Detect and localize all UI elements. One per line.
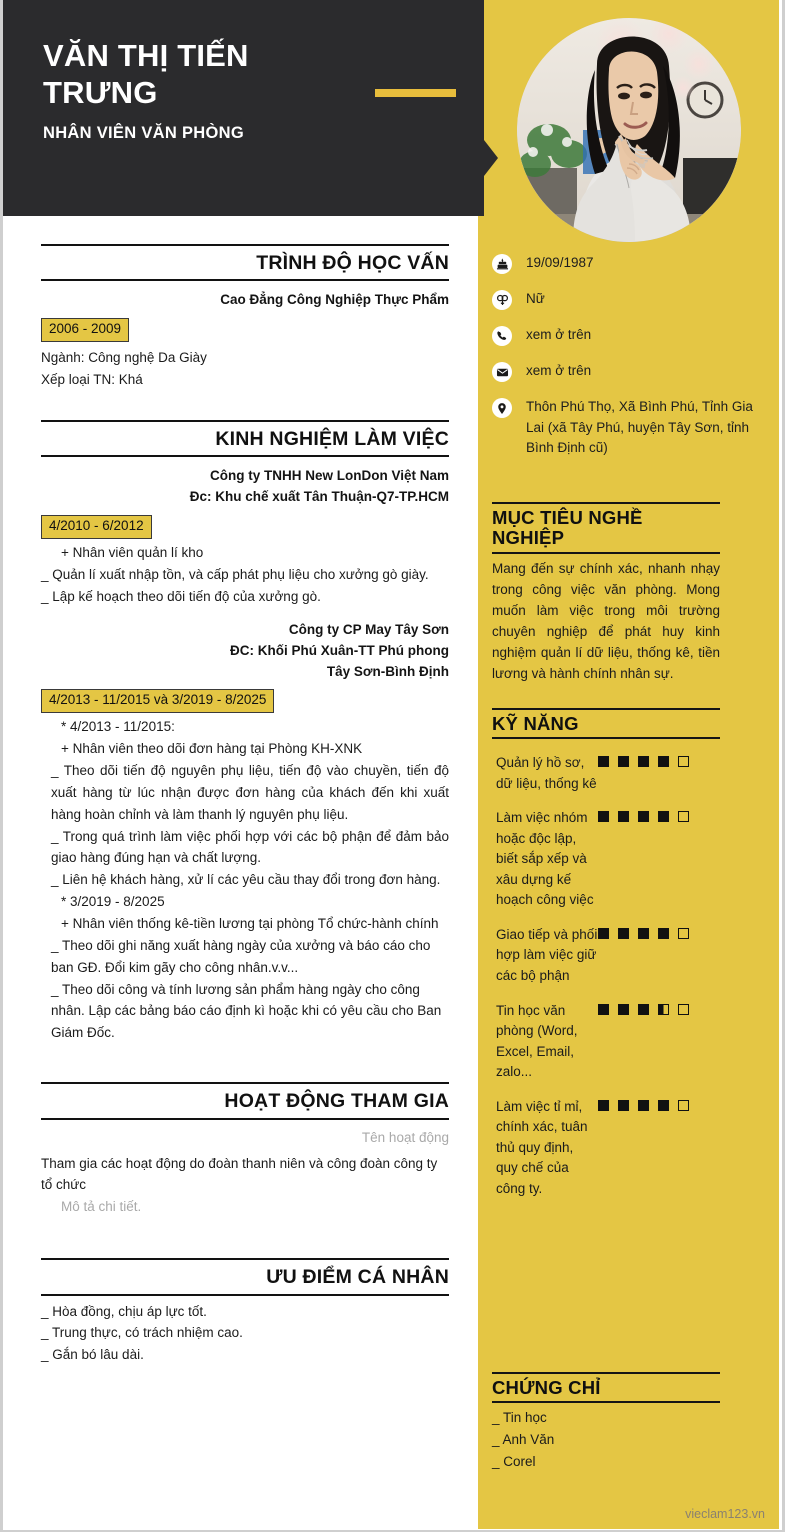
job-detail-line: _ Theo dõi tiến độ nguyên phụ liệu, tiến độ vào chuyền, tiến độ xuất hàng từ lúc nhận được đơn hàng của khách đến khi xuất hàng hoàn chỉnh và làm thanh lý nguyên phụ liệu.	[51, 763, 449, 822]
skill-level-indicator	[598, 925, 689, 939]
skill-level-square	[678, 1004, 689, 1015]
strength-item: _ Gắn bó lâu dài.	[41, 1347, 144, 1363]
contact-row-address	[492, 397, 764, 459]
activity-label: Tên hoạt động	[361, 1129, 449, 1145]
contact-list	[492, 253, 764, 474]
contact-value: xem ở trên	[526, 327, 592, 342]
skill-level-square	[678, 928, 689, 939]
skill-level-square	[638, 811, 649, 822]
skill-level-square	[638, 756, 649, 767]
skill-level-square	[618, 1100, 629, 1111]
gender-female-icon	[492, 290, 512, 310]
job-title: NHÂN VIÊN VĂN PHÒNG	[43, 124, 244, 142]
skill-level-indicator	[598, 1001, 689, 1015]
contact-value: 19/09/1987	[526, 255, 594, 270]
skill-level-square	[618, 1004, 629, 1015]
skill-level-square	[658, 1100, 669, 1111]
skill-row	[492, 808, 720, 911]
job-period: 4/2013 - 11/2015 và 3/2019 - 8/2025	[41, 689, 274, 713]
skill-name: Quản lý hồ sơ, dữ liệu, thống kê	[496, 755, 597, 791]
contact-value: xem ở trên	[526, 363, 592, 378]
contact-value: Thôn Phú Thọ, Xã Bình Phú, Tỉnh Gia Lai (xã Tây Phú, huyện Tây Sơn, tỉnh Bình Định cũ)	[526, 399, 753, 456]
skill-level-square	[638, 1100, 649, 1111]
skill-level-indicator	[598, 808, 689, 822]
skill-level-square	[618, 756, 629, 767]
job-address-line2: Tây Sơn-Bình Định	[326, 663, 449, 679]
watermark: vieclam123.vn	[685, 1507, 765, 1521]
job-detail-line: * 3/2019 - 8/2025	[61, 894, 165, 910]
skill-row	[492, 753, 720, 794]
activity-description-placeholder: Mô tả chi tiết.	[61, 1199, 142, 1215]
education-major: Ngành: Công nghệ Da Giày	[41, 350, 207, 366]
objective-text: Mang đến sự chính xác, nhanh nhạy trong công việc văn phòng. Mong muốn làm việc trong môi trường chuyên nghiệp để phát huy kinh nghiệm quản lí dữ liệu, thống kê, tiền lương và hành chính nhân sự.	[492, 560, 720, 681]
job-detail-line: _ Lập kế hoạch theo dõi tiến độ của xưởng gò.	[41, 588, 321, 604]
skill-level-square	[598, 756, 609, 767]
contact-row-phone	[492, 325, 764, 346]
certificate-item: _ Tin học	[492, 1410, 547, 1426]
header-notch	[484, 140, 498, 176]
skill-level-indicator	[598, 753, 689, 767]
accent-bar	[375, 89, 456, 97]
skill-level-square	[638, 1004, 649, 1015]
section-strengths	[6, 1218, 484, 1366]
section-heading: KỸ NĂNG	[492, 708, 720, 739]
section-heading: ƯU ĐIỂM CÁ NHÂN	[41, 1258, 449, 1295]
certificate-item: _ Corel	[492, 1454, 536, 1470]
skill-level-square	[618, 811, 629, 822]
section-heading: HOẠT ĐỘNG THAM GIA	[41, 1082, 449, 1119]
job-detail-line: _ Theo dõi công và tính lương sản phẩm hàng ngày cho công nhân. Lập các bảng báo cáo định kì hoặc khi có yêu cầu cho Ban Giám Đốc.	[51, 981, 442, 1041]
section-experience	[6, 391, 484, 1044]
main-column	[6, 216, 484, 1366]
job-entry	[41, 608, 449, 1045]
job-period: 4/2010 - 6/2012	[41, 515, 152, 539]
job-company: Công ty CP May Tây Sơn	[288, 621, 449, 637]
section-education	[6, 216, 484, 391]
job-detail-line: + Nhân viên quản lí kho	[61, 545, 204, 561]
job-detail-line: _ Liên hệ khách hàng, xử lí các yêu cầu thay đổi trong đơn hàng.	[51, 872, 441, 888]
contact-row-birthday	[492, 253, 764, 274]
skill-row	[492, 1097, 720, 1200]
phone-icon	[492, 326, 512, 346]
section-heading: TRÌNH ĐỘ HỌC VẤN	[41, 244, 449, 281]
job-detail-line: + Nhân viên theo dõi đơn hàng tại Phòng KH-XNK	[61, 741, 363, 757]
education-period: 2006 - 2009	[41, 318, 129, 342]
location-pin-icon	[492, 398, 512, 418]
section-certificates	[492, 1372, 720, 1473]
skill-level-square	[598, 811, 609, 822]
skill-level-square	[598, 928, 609, 939]
skill-level-square	[658, 811, 669, 822]
birthday-cake-icon	[492, 254, 512, 274]
skill-name: Giao tiếp và phối hợp làm việc giữ các bộ phận	[496, 926, 598, 983]
skill-level-indicator	[598, 1097, 689, 1111]
skill-level-square	[618, 928, 629, 939]
avatar	[517, 18, 741, 242]
job-company: Công ty TNHH New LonDon Việt Nam	[209, 468, 449, 484]
skill-level-square	[658, 1004, 669, 1015]
job-detail-line: * 4/2013 - 11/2015:	[61, 719, 175, 735]
sidebar	[478, 0, 779, 1529]
skill-level-square	[658, 928, 669, 939]
strength-item: _ Hòa đồng, chịu áp lực tốt.	[41, 1303, 207, 1319]
skill-level-square	[678, 756, 689, 767]
contact-value: Nữ	[526, 291, 545, 306]
section-activities	[6, 1044, 484, 1218]
skill-row	[492, 925, 720, 987]
strength-list	[41, 1296, 449, 1367]
job-detail-line: _ Trong quá trình làm việc phối hợp với các bộ phận để đảm bảo giao hàng đúng hạn và chất lượng.	[51, 828, 449, 866]
strength-item: _ Trung thực, có trách nhiệm cao.	[41, 1325, 243, 1341]
job-address: ĐC: Khối Phú Xuân-TT Phú phong	[230, 642, 449, 658]
job-address: Đc: Khu chế xuất Tân Thuận-Q7-TP.HCM	[189, 489, 449, 505]
job-list	[41, 457, 449, 1044]
skill-level-square	[678, 811, 689, 822]
job-entry	[41, 457, 449, 607]
skill-name: Làm việc nhóm hoặc độc lập, biết sắp xếp và xâu dựng kế hoạch công việc	[496, 810, 594, 908]
activity-text: Tham gia các hoạt động do đoàn thanh niên và công đoàn công ty tổ chức	[41, 1155, 438, 1193]
skill-row	[492, 1001, 720, 1083]
contact-row-email	[492, 361, 764, 382]
contact-row-gender	[492, 289, 764, 310]
certificate-item: _ Anh Văn	[492, 1432, 555, 1448]
skill-level-square	[598, 1004, 609, 1015]
education-school: Cao Đẳng Công Nghiệp Thực Phẩm	[220, 292, 449, 308]
skill-level-square	[638, 928, 649, 939]
header	[3, 0, 484, 216]
section-heading: MỤC TIÊU NGHỀ NGHIỆP	[492, 502, 720, 554]
skill-name: Làm việc tỉ mỉ, chính xác, tuân thủ quy định, quy chế của công ty.	[496, 1098, 588, 1196]
skill-list	[492, 753, 720, 1199]
skill-level-square	[658, 756, 669, 767]
skill-level-square	[678, 1100, 689, 1111]
job-detail-line: _ Theo dõi ghi năng xuất hàng ngày của xưởng và báo cáo cho ban GĐ. Đổi kim gãy cho công nhân.v.v...	[51, 937, 431, 975]
education-grade: Xếp loại TN: Khá	[41, 372, 143, 388]
certificate-list	[492, 1403, 720, 1473]
page-title: VĂN THỊ TIẾN TRƯNG	[43, 38, 249, 110]
job-detail-line: _ Quản lí xuất nhập tồn, và cấp phát phụ liệu cho xưởng gò giày.	[41, 566, 429, 582]
skill-name: Tin học văn phòng (Word, Excel, Email, zalo...	[496, 1002, 578, 1080]
skill-level-square	[598, 1100, 609, 1111]
section-heading: CHỨNG CHỈ	[492, 1372, 720, 1403]
envelope-icon	[492, 362, 512, 382]
job-detail-line: + Nhân viên thống kê-tiền lương tại phòng Tổ chức-hành chính	[61, 916, 439, 932]
section-skills	[492, 708, 720, 1199]
section-objective	[492, 502, 720, 684]
section-heading: KINH NGHIỆM LÀM VIỆC	[41, 420, 449, 457]
